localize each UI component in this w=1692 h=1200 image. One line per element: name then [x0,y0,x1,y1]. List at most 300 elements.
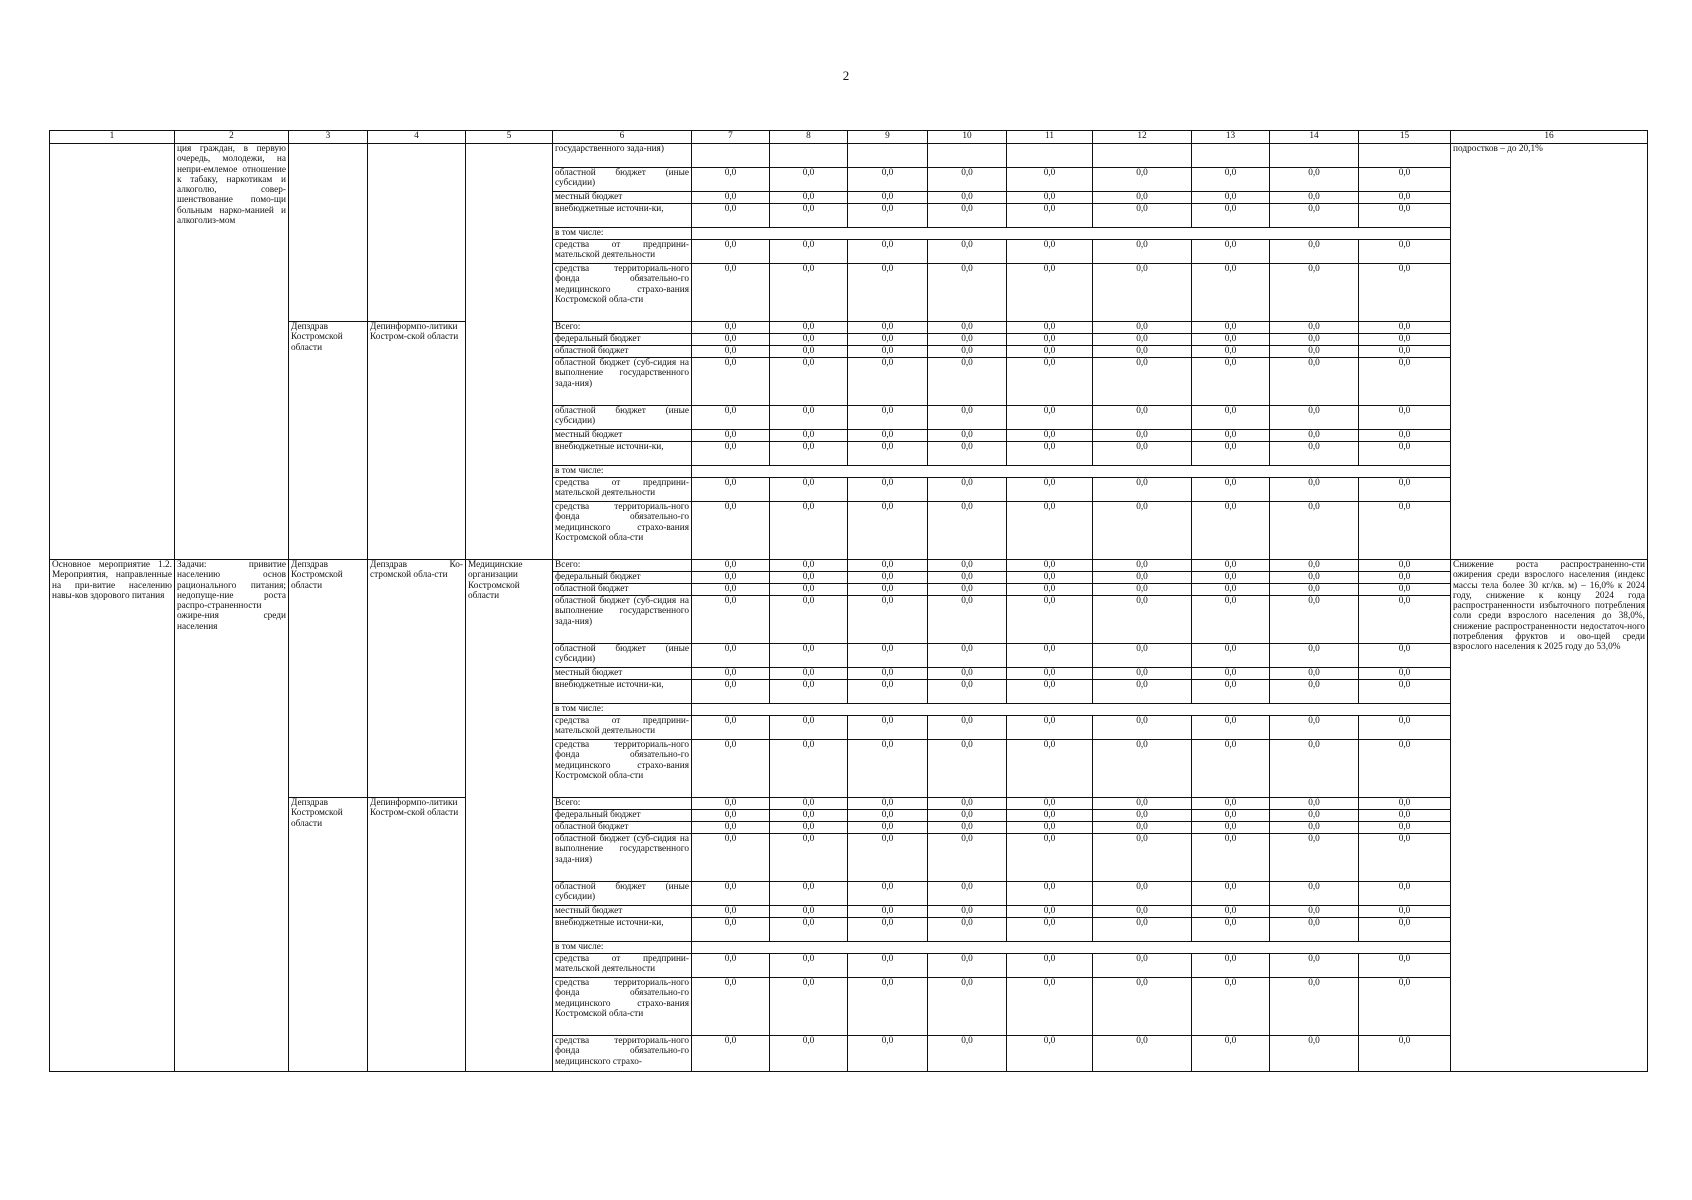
value-cell-col8: 0,0 [770,204,848,228]
value-cell-col15: 0,0 [1359,798,1451,810]
value-cell-col14: 0,0 [1270,406,1359,430]
value-cell-col8: 0,0 [770,322,848,334]
value-cell-col12: 0,0 [1093,954,1192,978]
value-cell-col8: 0,0 [770,502,848,560]
value-cell-col10: 0,0 [928,204,1007,228]
value-cell-col11: 0,0 [1007,716,1093,740]
value-cell-col11: 0,0 [1007,680,1093,704]
value-cell-col13: 0,0 [1192,192,1270,204]
activity-title: Основное мероприятие 1.2. Мероприятия, направленные на при-витие населению навы-ков здорового питания [50,560,175,1072]
value-cell-col12: 0,0 [1093,572,1192,584]
value-cell-col7: 0,0 [692,334,770,346]
value-cell-col10: 0,0 [928,906,1007,918]
value-cell-col10: 0,0 [928,192,1007,204]
value-cell-col10: 0,0 [928,978,1007,1036]
value-cell-col12: 0,0 [1093,810,1192,822]
value-cell-col13: 0,0 [1192,584,1270,596]
value-cell-col11: 0,0 [1007,740,1093,798]
value-cell-col15: 0,0 [1359,740,1451,798]
source-label: средства территориаль-ного фонда обязательно-го медицинского страхо-вания Костромской обла-сти [553,978,692,1036]
value-cell-col11: 0,0 [1007,430,1093,442]
value-cell-col12: 0,0 [1093,918,1192,942]
value-cell-col14: 0,0 [1270,584,1359,596]
value-cell-col7: 0,0 [692,596,770,644]
value-cell-col11: 0,0 [1007,596,1093,644]
source-label: в том числе: [553,704,692,716]
value-cell-col11: 0,0 [1007,834,1093,882]
column-header-16: 16 [1451,131,1648,144]
value-cell-col9: 0,0 [848,322,928,334]
table-row [50,144,1648,168]
cont-col1-empty [50,144,175,560]
source-label: областной бюджет (иные субсидии) [553,168,692,192]
value-cell-col11: 0,0 [1007,668,1093,680]
value-cell-col9: 0,0 [848,478,928,502]
value-cell-col10: 0,0 [928,502,1007,560]
value-cell-col11: 0,0 [1007,168,1093,192]
value-cell-col11: 0,0 [1007,822,1093,834]
value-cell-col13: 0,0 [1192,264,1270,322]
value-cell-col15: 0,0 [1359,1036,1451,1072]
value-cell-col15: 0,0 [1359,978,1451,1036]
value-cell-col11: 0,0 [1007,906,1093,918]
value-cell-col7: 0,0 [692,740,770,798]
value-cell-col9: 0,0 [848,596,928,644]
source-label: внебюджетные источни-ки, [553,680,692,704]
cont-col4-empty [368,144,466,322]
column-header-13: 13 [1192,131,1270,144]
value-cell-col15: 0,0 [1359,478,1451,502]
value-cell-col7: 0,0 [692,978,770,1036]
value-cell-col10: 0,0 [928,1036,1007,1072]
value-cell-col9: 0,0 [848,644,928,668]
value-cell-col15: 0,0 [1359,560,1451,572]
value-cell-col9: 0,0 [848,240,928,264]
value-cell-col13: 0,0 [1192,572,1270,584]
value-cell-col15: 0,0 [1359,406,1451,430]
value-cell-col10: 0,0 [928,822,1007,834]
value-cell-col10: 0,0 [928,346,1007,358]
value-cell-col12: 0,0 [1093,442,1192,466]
value-cell-col15: 0,0 [1359,322,1451,334]
value-cell-col13: 0,0 [1192,978,1270,1036]
value-cell-col13: 0,0 [1192,478,1270,502]
value-cell-col14: 0,0 [1270,834,1359,882]
value-cell-col14: 0,0 [1270,560,1359,572]
value-cell-col13: 0,0 [1192,680,1270,704]
value-cell-col8: 0,0 [770,334,848,346]
value-cell-col15: 0,0 [1359,644,1451,668]
executor-cell: Депздрав Костромской области [289,322,368,560]
value-cell-col12: 0,0 [1093,240,1192,264]
value-cell-col14: 0,0 [1270,798,1359,810]
value-cell-col15: 0,0 [1359,502,1451,560]
value-cell-col9: 0,0 [848,954,928,978]
value-cell-col12: 0,0 [1093,478,1192,502]
value-cell-col9: 0,0 [848,346,928,358]
source-label: средства территориаль-ного фонда обязательно-го медицинского страхо-вания Костромской обла-сти [553,502,692,560]
column-header-4: 4 [368,131,466,144]
value-cell-col9: 0,0 [848,442,928,466]
value-cell-col14: 0,0 [1270,168,1359,192]
value-cell-col7: 0,0 [692,478,770,502]
value-cell-col12: 0,0 [1093,168,1192,192]
value-cell-col10: 0,0 [928,358,1007,406]
value-cell-col11: 0,0 [1007,918,1093,942]
value-cell-col8: 0,0 [770,822,848,834]
value-cell-col13: 0,0 [1192,740,1270,798]
source-label: государственного зада-ния) [553,144,692,168]
table-row [50,322,1648,334]
value-cell-col14: 0,0 [1270,906,1359,918]
value-cell-col9: 0,0 [848,978,928,1036]
value-cell-col12: 0,0 [1093,644,1192,668]
value-cell-col10: 0,0 [928,560,1007,572]
budget-table [49,130,1648,1072]
value-cell-col14: 0,0 [1270,442,1359,466]
value-cell-col14: 0,0 [1270,322,1359,334]
value-cell-col11: 0,0 [1007,810,1093,822]
value-cell-col8: 0,0 [770,264,848,322]
value-cell-col15: 0,0 [1359,954,1451,978]
value-cell-col12: 0,0 [1093,430,1192,442]
source-label: в том числе: [553,228,692,240]
value-cell-col8: 0,0 [770,954,848,978]
value-cell-col15 [1359,144,1451,168]
value-cell-col8: 0,0 [770,740,848,798]
value-cell-col15: 0,0 [1359,346,1451,358]
value-cell-col11: 0,0 [1007,644,1093,668]
value-cell-col7: 0,0 [692,358,770,406]
value-cell-col13: 0,0 [1192,406,1270,430]
value-cell-col10: 0,0 [928,264,1007,322]
value-cell-col7: 0,0 [692,502,770,560]
value-cell-col7: 0,0 [692,204,770,228]
value-cell-col13: 0,0 [1192,834,1270,882]
value-cell-col12: 0,0 [1093,906,1192,918]
value-cell-col7: 0,0 [692,442,770,466]
value-cell-col11: 0,0 [1007,584,1093,596]
value-cell-col13: 0,0 [1192,644,1270,668]
source-label: областной бюджет (иные субсидии) [553,406,692,430]
value-cell-col10: 0,0 [928,572,1007,584]
source-label: внебюджетные источни-ки, [553,204,692,228]
column-header-5: 5 [466,131,553,144]
value-cell-col9 [848,144,928,168]
value-cell-col11 [1007,144,1093,168]
value-cell-col13: 0,0 [1192,204,1270,228]
source-label: областной бюджет (суб-сидия на выполнение государственного зада-ния) [553,834,692,882]
values-empty [692,228,1451,240]
value-cell-col11: 0,0 [1007,478,1093,502]
value-cell-col10: 0,0 [928,680,1007,704]
table-row [50,798,1648,810]
value-cell-col8: 0,0 [770,716,848,740]
cont-result-text: подростков – до 20,1% [1451,144,1648,560]
cont-col3-empty [289,144,368,322]
value-cell-col8: 0,0 [770,346,848,358]
value-cell-col12: 0,0 [1093,584,1192,596]
value-cell-col8: 0,0 [770,882,848,906]
table-row [50,131,1648,144]
value-cell-col13: 0,0 [1192,430,1270,442]
value-cell-col11: 0,0 [1007,560,1093,572]
value-cell-col9: 0,0 [848,810,928,822]
value-cell-col12: 0,0 [1093,204,1192,228]
column-header-12: 12 [1093,131,1192,144]
source-label: средства от предприни-мательской деятельности [553,954,692,978]
value-cell-col15: 0,0 [1359,204,1451,228]
value-cell-col12: 0,0 [1093,1036,1192,1072]
value-cell-col15: 0,0 [1359,882,1451,906]
value-cell-col10: 0,0 [928,322,1007,334]
value-cell-col7: 0,0 [692,1036,770,1072]
value-cell-col8: 0,0 [770,798,848,810]
source-label: областной бюджет [553,822,692,834]
value-cell-col8: 0,0 [770,918,848,942]
value-cell-col15: 0,0 [1359,822,1451,834]
value-cell-col12: 0,0 [1093,346,1192,358]
value-cell-col14 [1270,144,1359,168]
coexecutor-cell: Депинформпо-литики Костром-ской области [368,798,466,1072]
value-cell-col14: 0,0 [1270,644,1359,668]
value-cell-col8: 0,0 [770,240,848,264]
value-cell-col14: 0,0 [1270,810,1359,822]
source-label: местный бюджет [553,906,692,918]
source-label: местный бюджет [553,668,692,680]
value-cell-col8: 0,0 [770,680,848,704]
value-cell-col14: 0,0 [1270,680,1359,704]
value-cell-col13: 0,0 [1192,240,1270,264]
source-label: средства от предприни-мательской деятельности [553,240,692,264]
value-cell-col12 [1093,144,1192,168]
value-cell-col8: 0,0 [770,596,848,644]
value-cell-col9: 0,0 [848,680,928,704]
value-cell-col11: 0,0 [1007,1036,1093,1072]
value-cell-col9: 0,0 [848,334,928,346]
value-cell-col9: 0,0 [848,560,928,572]
column-header-7: 7 [692,131,770,144]
value-cell-col15: 0,0 [1359,240,1451,264]
value-cell-col14: 0,0 [1270,596,1359,644]
values-empty [692,466,1451,478]
executor-cell: Депздрав Костромской области [289,560,368,798]
value-cell-col7: 0,0 [692,680,770,704]
value-cell-col8: 0,0 [770,478,848,502]
source-label: в том числе: [553,466,692,478]
value-cell-col14: 0,0 [1270,358,1359,406]
cont-task-text: ция граждан, в первую очередь, молодежи, на непри-емлемое отношение к табаку, наркотикам и алкоголю, совер-шенствование помо-щи больным нарко-манией и алкоголиз-мом [175,144,289,560]
source-label: средства от предприни-мательской деятельности [553,478,692,502]
value-cell-col15: 0,0 [1359,358,1451,406]
value-cell-col15: 0,0 [1359,680,1451,704]
value-cell-col8: 0,0 [770,1036,848,1072]
value-cell-col15: 0,0 [1359,264,1451,322]
value-cell-col12: 0,0 [1093,192,1192,204]
source-label: федеральный бюджет [553,810,692,822]
value-cell-col9: 0,0 [848,204,928,228]
value-cell-col7: 0,0 [692,668,770,680]
value-cell-col11: 0,0 [1007,322,1093,334]
value-cell-col11: 0,0 [1007,442,1093,466]
column-header-8: 8 [770,131,848,144]
value-cell-col11: 0,0 [1007,264,1093,322]
value-cell-col7: 0,0 [692,430,770,442]
value-cell-col9: 0,0 [848,168,928,192]
value-cell-col7: 0,0 [692,882,770,906]
value-cell-col13: 0,0 [1192,810,1270,822]
value-cell-col11: 0,0 [1007,192,1093,204]
value-cell-col14: 0,0 [1270,204,1359,228]
value-cell-col12: 0,0 [1093,264,1192,322]
value-cell-col10: 0,0 [928,596,1007,644]
value-cell-col14: 0,0 [1270,192,1359,204]
value-cell-col8: 0,0 [770,584,848,596]
source-label: Всего: [553,798,692,810]
value-cell-col8: 0,0 [770,560,848,572]
value-cell-col10: 0,0 [928,168,1007,192]
source-label: областной бюджет (иные субсидии) [553,882,692,906]
value-cell-col13: 0,0 [1192,442,1270,466]
source-label: федеральный бюджет [553,572,692,584]
source-label: внебюджетные источни-ки, [553,918,692,942]
value-cell-col11: 0,0 [1007,882,1093,906]
value-cell-col10: 0,0 [928,834,1007,882]
value-cell-col13: 0,0 [1192,906,1270,918]
value-cell-col13: 0,0 [1192,668,1270,680]
value-cell-col8: 0,0 [770,834,848,882]
value-cell-col14: 0,0 [1270,430,1359,442]
value-cell-col10: 0,0 [928,798,1007,810]
value-cell-col7: 0,0 [692,906,770,918]
value-cell-col10: 0,0 [928,882,1007,906]
value-cell-col7: 0,0 [692,822,770,834]
column-header-11: 11 [1007,131,1093,144]
value-cell-col8: 0,0 [770,810,848,822]
value-cell-col9: 0,0 [848,1036,928,1072]
value-cell-col8: 0,0 [770,406,848,430]
source-label: областной бюджет [553,584,692,596]
value-cell-col9: 0,0 [848,798,928,810]
value-cell-col9: 0,0 [848,740,928,798]
value-cell-col15: 0,0 [1359,918,1451,942]
source-label: средства территориаль-ного фонда обязательно-го медицинского страхо-вания Костромской обла-сти [553,740,692,798]
source-label: средства территориаль-ного фонда обязательно-го медицинского страхо-вания Костромской обла-сти [553,264,692,322]
value-cell-col13: 0,0 [1192,1036,1270,1072]
source-label: в том числе: [553,942,692,954]
column-header-2: 2 [175,131,289,144]
value-cell-col7: 0,0 [692,406,770,430]
source-label: областной бюджет (суб-сидия на выполнение государственного зада-ния) [553,358,692,406]
value-cell-col10: 0,0 [928,668,1007,680]
column-header-15: 15 [1359,131,1451,144]
column-header-1: 1 [50,131,175,144]
value-cell-col11: 0,0 [1007,240,1093,264]
value-cell-col9: 0,0 [848,430,928,442]
value-cell-col15: 0,0 [1359,442,1451,466]
value-cell-col14: 0,0 [1270,346,1359,358]
value-cell-col11: 0,0 [1007,358,1093,406]
value-cell-col12: 0,0 [1093,596,1192,644]
value-cell-col12: 0,0 [1093,882,1192,906]
value-cell-col11: 0,0 [1007,502,1093,560]
budget-table-sheet [49,130,1647,1072]
value-cell-col11: 0,0 [1007,954,1093,978]
value-cell-col14: 0,0 [1270,502,1359,560]
value-cell-col12: 0,0 [1093,560,1192,572]
value-cell-col9: 0,0 [848,834,928,882]
value-cell-col15: 0,0 [1359,584,1451,596]
values-empty [692,704,1451,716]
value-cell-col14: 0,0 [1270,978,1359,1036]
value-cell-col14: 0,0 [1270,882,1359,906]
value-cell-col9: 0,0 [848,264,928,322]
value-cell-col7: 0,0 [692,716,770,740]
coexecutor-cell: Депинформпо-литики Костром-ской области [368,322,466,560]
page-number: 2 [842,68,850,83]
value-cell-col12: 0,0 [1093,502,1192,560]
value-cell-col7: 0,0 [692,264,770,322]
value-cell-col11: 0,0 [1007,334,1093,346]
value-cell-col7: 0,0 [692,918,770,942]
column-header-14: 14 [1270,131,1359,144]
value-cell-col13: 0,0 [1192,346,1270,358]
participant-cell: Медицинские организации Костромской области [466,560,553,1072]
value-cell-col12: 0,0 [1093,334,1192,346]
value-cell-col7: 0,0 [692,322,770,334]
source-label: Всего: [553,322,692,334]
value-cell-col7: 0,0 [692,834,770,882]
value-cell-col12: 0,0 [1093,740,1192,798]
value-cell-col15: 0,0 [1359,192,1451,204]
value-cell-col8: 0,0 [770,168,848,192]
value-cell-col13: 0,0 [1192,798,1270,810]
value-cell-col14: 0,0 [1270,668,1359,680]
value-cell-col12: 0,0 [1093,406,1192,430]
value-cell-col9: 0,0 [848,502,928,560]
column-header-10: 10 [928,131,1007,144]
value-cell-col13: 0,0 [1192,954,1270,978]
value-cell-col15: 0,0 [1359,668,1451,680]
value-cell-col9: 0,0 [848,918,928,942]
column-header-9: 9 [848,131,928,144]
value-cell-col9: 0,0 [848,406,928,430]
value-cell-col14: 0,0 [1270,240,1359,264]
value-cell-col15: 0,0 [1359,572,1451,584]
source-label: средства территориаль-ного фонда обязательно-го медицинского страхо- [553,1036,692,1072]
value-cell-col13: 0,0 [1192,560,1270,572]
value-cell-col8 [770,144,848,168]
value-cell-col9: 0,0 [848,882,928,906]
value-cell-col9: 0,0 [848,192,928,204]
value-cell-col9: 0,0 [848,822,928,834]
value-cell-col12: 0,0 [1093,716,1192,740]
value-cell-col14: 0,0 [1270,954,1359,978]
value-cell-col15: 0,0 [1359,834,1451,882]
table-row [50,560,1648,572]
value-cell-col7: 0,0 [692,584,770,596]
value-cell-col10: 0,0 [928,406,1007,430]
value-cell-col15: 0,0 [1359,906,1451,918]
source-label: областной бюджет [553,346,692,358]
value-cell-col10: 0,0 [928,334,1007,346]
value-cell-col14: 0,0 [1270,1036,1359,1072]
value-cell-col14: 0,0 [1270,716,1359,740]
value-cell-col8: 0,0 [770,572,848,584]
value-cell-col10: 0,0 [928,430,1007,442]
value-cell-col11: 0,0 [1007,406,1093,430]
value-cell-col9: 0,0 [848,572,928,584]
